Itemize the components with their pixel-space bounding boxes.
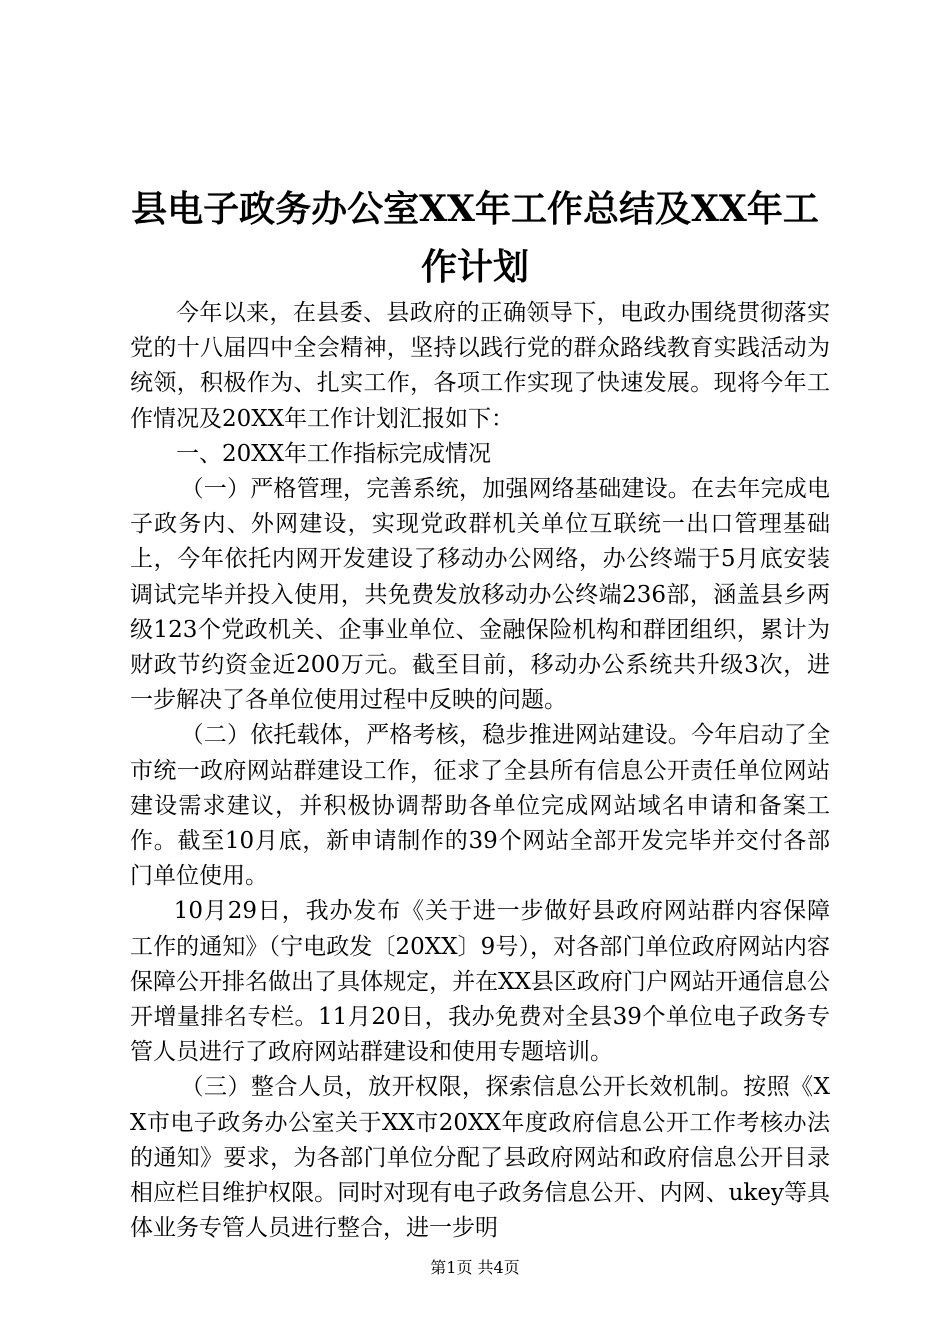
section-heading: 一、20XX年工作指标完成情况 bbox=[176, 440, 492, 467]
document-title: 县电子政务办公室XX年工作总结及XX年工作计划 bbox=[131, 188, 819, 288]
page-footer: 第1页 共4页 bbox=[430, 1258, 520, 1277]
document-body bbox=[130, 296, 830, 1246]
paragraph-personnel: （三）整合人员，放开权限，探索信息公开长效机制。按照《XX市电子政务办公室关于XX市20XX年度政府信息公开工作考核办法的通知》要求，为各部门单位分配了县政府网站和政府信息公开目录相应栏目维护权限。同时对现有电子政务信息公开、内网、ukey等具体业务专管人员进行整合，进一步明 bbox=[130, 1074, 830, 1242]
paragraph-network: （一）严格管理，完善系统，加强网络基础建设。在去年完成电子政务内、外网建设，实现党政群机关单位互联统一出口管理基础上，今年依托内网开发建设了移动办公网络，办公终端于5月底安装调试完毕并投入使用，共免费发放移动办公终端236部，涵盖县乡两级123个党政机关、企事业单位、金融保险机构和群团组织，累计为财政节约资金近200万元。截至目前，移动办公系统共升级3次，进一步解决了各单位使用过程中反映的问题。 bbox=[130, 476, 830, 714]
paragraph-website: （二）依托载体，严格考核，稳步推进网站建设。今年启动了全市统一政府网站群建设工作，征求了全县所有信息公开责任单位网站建设需求建议，并积极协调帮助各单位完成网站域名申请和备案工作。截至10月底，新申请制作的39个网站全部开发完毕并交付各部门单位使用。 bbox=[130, 722, 830, 890]
paragraph-intro: 今年以来，在县委、县政府的正确领导下，电政办围绕贯彻落实党的十八届四中全会精神，坚持以践行党的群众路线教育实践活动为统领，积极作为、扎实工作，各项工作实现了快速发展。现将今年工作情况及20XX年工作计划汇报如下： bbox=[130, 300, 830, 432]
paragraph-notice: 10月29日，我办发布《关于进一步做好县政府网站群内容保障工作的通知》（宁电政发〔20XX〕9号），对各部门单位政府网站内容保障公开排名做出了具体规定，并在XX县区政府门户网站开通信息公开增量排名专栏。11月20日，我办免费对全县39个单位电子政务专管人员进行了政府网站群建设和使用专题培训。 bbox=[130, 898, 830, 1066]
